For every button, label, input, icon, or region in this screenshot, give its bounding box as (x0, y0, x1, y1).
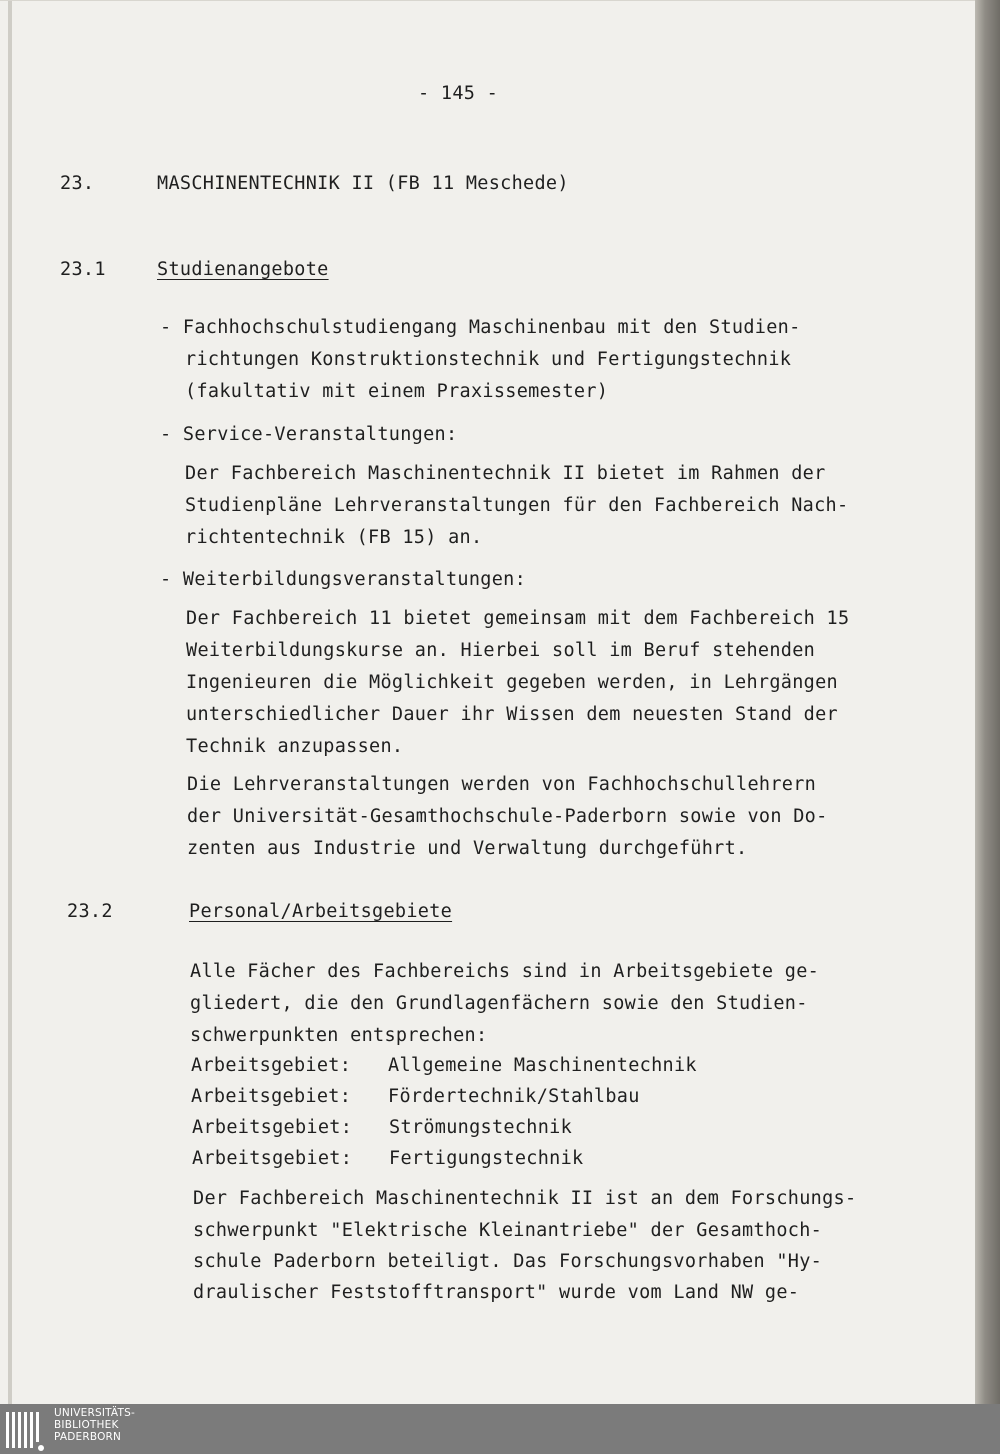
page-edge-shadow (975, 0, 1000, 1404)
paragraph-line: Der Fachbereich Maschinentechnik II bietet im Rahmen der (185, 463, 826, 484)
library-logo-text (54, 1407, 135, 1443)
area-value: Strömungstechnik (389, 1117, 573, 1138)
paragraph-line: Technik anzupassen. (186, 736, 404, 757)
paragraph-line: gliedert, die den Grundlagenfächern sowie den Studien- (190, 993, 808, 1014)
logo-line: BIBLIOTHEK (54, 1419, 119, 1431)
area-value: Allgemeine Maschinentechnik (388, 1055, 697, 1076)
area-label: Arbeitsgebiet: (191, 1055, 352, 1076)
section-title: MASCHINENTECHNIK II (FB 11 Meschede) (157, 173, 569, 194)
subsection-heading: Studienangebote (157, 259, 329, 280)
list-item-line: - Fachhochschulstudiengang Maschinenbau mit den Studien- (160, 317, 801, 338)
paragraph-line: Weiterbildungskurse an. Hierbei soll im Beruf stehenden (186, 640, 816, 661)
list-item-label: - Service-Veranstaltungen: (160, 424, 458, 445)
library-logo-icon (4, 1408, 48, 1452)
list-item-label: - Weiterbildungsveranstaltungen: (160, 569, 527, 590)
area-label: Arbeitsgebiet: (192, 1117, 353, 1138)
area-label: Arbeitsgebiet: (192, 1148, 353, 1169)
page-number: - 145 - (418, 83, 499, 104)
section-number: 23. (60, 173, 95, 194)
paragraph-line: Ingenieuren die Möglichkeit gegeben werden, in Lehrgängen (186, 672, 838, 693)
paragraph-line: zenten aus Industrie und Verwaltung durchgeführt. (187, 838, 748, 859)
paragraph-line: Alle Fächer des Fachbereichs sind in Arbeitsgebiete ge- (190, 961, 820, 982)
list-item-line: (fakultativ mit einem Praxissemester) (185, 381, 609, 402)
subsection-heading: Personal/Arbeitsgebiete (189, 901, 453, 922)
logo-line: UNIVERSITÄTS- (54, 1407, 135, 1419)
paragraph-line: Die Lehrveranstaltungen werden von Fachhochschullehrern (187, 774, 817, 795)
area-label: Arbeitsgebiet: (191, 1086, 352, 1107)
area-value: Fördertechnik/Stahlbau (388, 1086, 640, 1107)
area-value: Fertigungstechnik (389, 1148, 584, 1169)
paragraph-line: der Universität-Gesamthochschule-Paderborn sowie von Do- (187, 806, 828, 827)
paragraph-line: schule Paderborn beteiligt. Das Forschungsvorhaben "Hy- (193, 1251, 823, 1272)
library-footer-bar (0, 1404, 1000, 1454)
paragraph-line: unterschiedlicher Dauer ihr Wissen dem neuesten Stand der (186, 704, 838, 725)
paragraph-line: richtentechnik (FB 15) an. (185, 527, 483, 548)
paragraph-line: Der Fachbereich Maschinentechnik II ist an dem Forschungs- (193, 1188, 857, 1209)
subsection-number: 23.1 (60, 259, 106, 280)
subsection-number: 23.2 (67, 901, 113, 922)
paragraph-line: Der Fachbereich 11 bietet gemeinsam mit dem Fachbereich 15 (186, 608, 850, 629)
paragraph-line: schwerpunkt "Elektrische Kleinantriebe" der Gesamthoch- (193, 1220, 823, 1241)
binding-shadow (8, 1, 12, 1405)
paragraph-line: draulischer Feststofftransport" wurde vom Land NW ge- (193, 1282, 800, 1303)
logo-line: PADERBORN (54, 1431, 122, 1443)
paragraph-line: Studienpläne Lehrveranstaltungen für den Fachbereich Nach- (185, 495, 849, 516)
paragraph-line: schwerpunkten entsprechen: (190, 1025, 488, 1046)
list-item-line: richtungen Konstruktionstechnik und Fertigungstechnik (185, 349, 792, 370)
